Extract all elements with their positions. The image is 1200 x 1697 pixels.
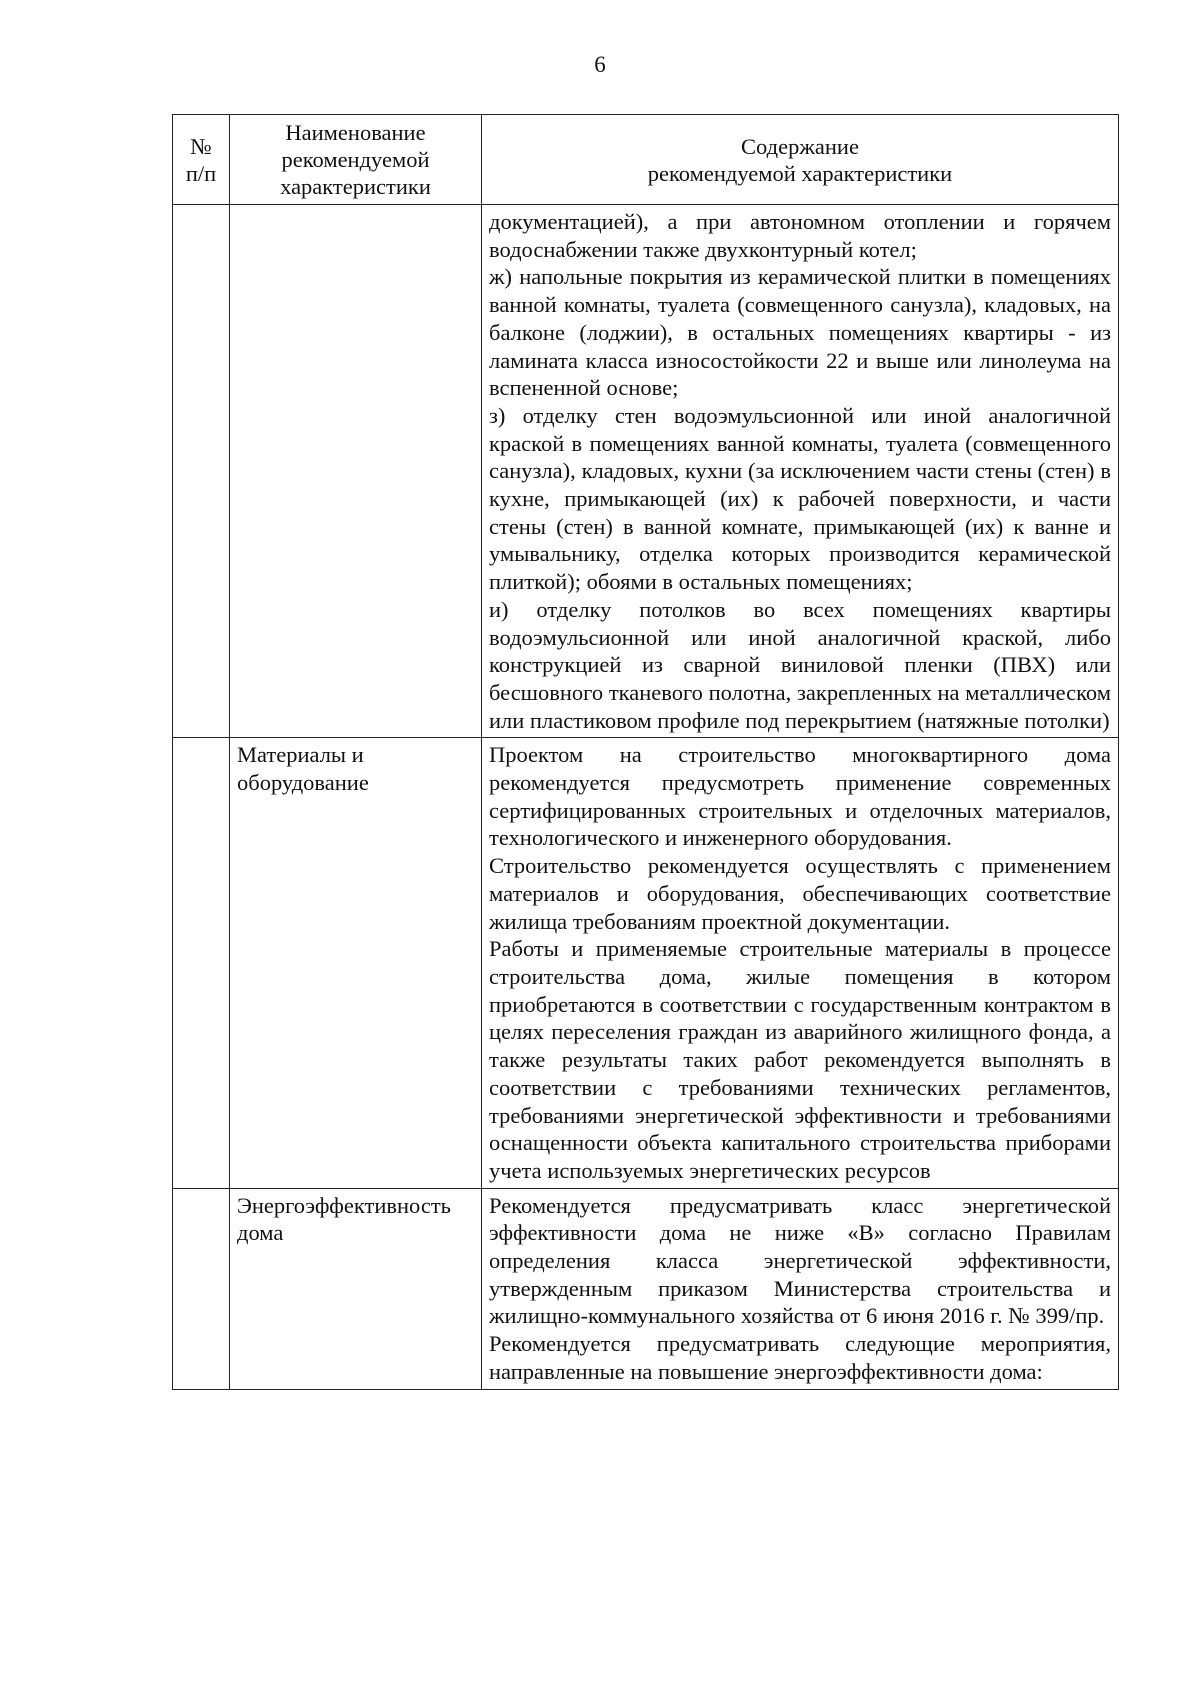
- header-number: [173, 115, 230, 205]
- header-name-line: рекомендуемой: [281, 147, 430, 172]
- content-paragraph: Рекомендуется предусматривать следующие мероприятия, направленные на повышение энергоэффективности дома:: [489, 1331, 1111, 1384]
- content-paragraph: ж) напольные покрытия из керамической плитки в помещениях ванной комнаты, туалета (совмещенного санузла), кладовых, на балконе (лоджии), в остальных помещениях квартиры - из ламината класса износостойкости 22 и выше или линолеума на вспененной основе;: [489, 264, 1111, 401]
- content-paragraph: Работы и применяемые строительные материалы в процессе строительства дома, жилые помещения в котором приобретаются в соответствии с государственным контрактом в целях переселения граждан из аварийного жилищного фонда, а также результаты таких работ рекомендуется выполнять в соответствии с требованиями технических регламентов, требованиями энергетической эффективности и требованиями оснащенности объекта капитального строительства приборами учета используемых энергетических ресурсов: [489, 936, 1111, 1183]
- content-paragraph: Проектом на строительство многоквартирного дома рекомендуется предусмотреть применение современных сертифицированных строительных и отделочных материалов, технологического и инженерного оборудования.: [489, 742, 1111, 851]
- table-row: [173, 738, 1119, 1188]
- header-name: [230, 115, 482, 205]
- header-content: [482, 115, 1119, 205]
- header-name-line: характеристики: [280, 174, 431, 199]
- content-paragraph: и) отделку потолков во всех помещениях квартиры водоэмульсионной или иной аналогичной краской, либо конструкцией из сварной виниловой пленки (ПВХ) или бесшовного тканевого полотна, закрепленных на металлическом или пластиковом профиле под перекрытием (натяжные потолки): [489, 596, 1111, 733]
- row-name-line: Энергоэффективность: [237, 1192, 451, 1218]
- row-name-cell: [230, 738, 482, 1188]
- header-name-line: Наименование: [285, 120, 426, 145]
- header-content-line: Содержание: [741, 133, 859, 159]
- row-number-cell: [173, 738, 230, 1188]
- row-content-cell: [482, 1188, 1119, 1389]
- table-row: [173, 205, 1119, 738]
- row-name-cell: [230, 205, 482, 738]
- characteristics-table: [172, 114, 1119, 1390]
- header-number-line: №: [190, 133, 212, 159]
- row-content-cell: [482, 205, 1119, 738]
- content-paragraph: Рекомендуется предусматривать класс энергетической эффективности дома не ниже «B» согласно Правилам определения класса энергетической эффективности, утвержденным приказом Министерства строительства и жилищно-коммунального хозяйства от 6 июня 2016 г. № 399/пр.: [489, 1192, 1111, 1329]
- page-number: 6: [594, 52, 606, 77]
- row-number-cell: [173, 1188, 230, 1389]
- header-content-line: рекомендуемой характеристики: [647, 160, 953, 186]
- row-name-line: дома: [237, 1220, 284, 1246]
- row-content-cell: [482, 738, 1119, 1188]
- row-name-line: оборудование: [237, 770, 369, 796]
- content-paragraph: з) отделку стен водоэмульсионной или иной аналогичной краской в помещениях ванной комнаты, туалета (совмещенного санузла), кладовых, кухни (за исключением части стены (стен) в кухне, примыкающей (их) к рабочей поверхности, и части стены (стен) в ванной комнате, примыкающей (их) к ванне и умывальнику, отделка которых производится керамической плиткой); обоями в остальных помещениях;: [489, 402, 1111, 595]
- header-number-line: п/п: [185, 160, 217, 186]
- table-row: [173, 1188, 1119, 1389]
- row-name-line: Материалы и: [237, 742, 364, 768]
- table-header-row: [173, 115, 1119, 205]
- content-paragraph: документацией), а при автономном отоплении и горячем водоснабжении также двухконтурный котел;: [489, 209, 1111, 262]
- content-paragraph: Строительство рекомендуется осуществлять с применением материалов и оборудования, обеспечивающих соответствие жилища требованиям проектной документации.: [489, 853, 1111, 934]
- row-name-cell: [230, 1188, 482, 1389]
- row-number-cell: [173, 205, 230, 738]
